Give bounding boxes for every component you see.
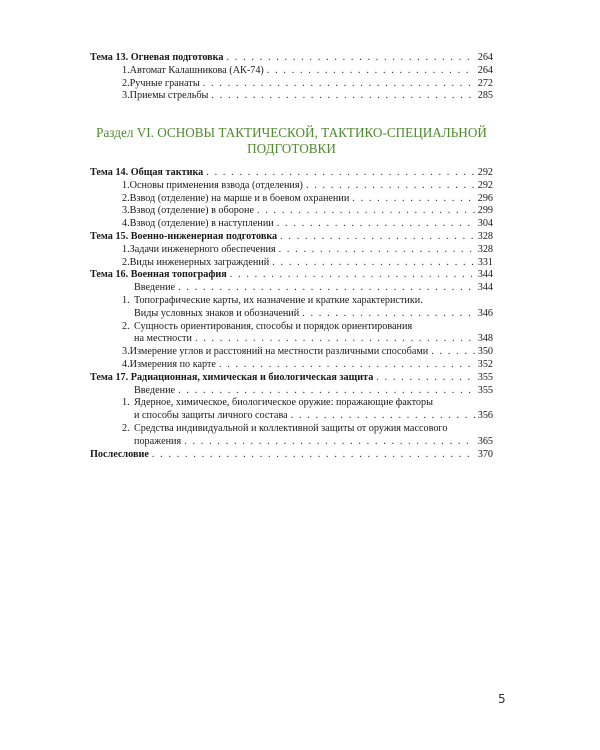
toc-entry-label: на местности [134, 333, 192, 345]
toc-leader-dots [230, 269, 475, 282]
toc-entry [90, 193, 493, 206]
toc-entry-label: Тема 15. Военно-инженерная подготовка [90, 230, 278, 242]
toc-entry-number: 2. [122, 320, 130, 332]
toc-entry-number: 4. [122, 218, 130, 230]
toc-entry-text: Ядерное, химическое, биологическое оружие: поражающие факторы [134, 397, 433, 409]
toc-page-number: 344 [477, 269, 493, 281]
toc-entry [90, 282, 493, 295]
toc-entry [90, 333, 493, 346]
toc-entry-label: Автомат Калашникова (АК-74) [129, 64, 264, 76]
toc-block-1 [90, 52, 493, 103]
toc-entry-number: 1. [122, 243, 130, 255]
toc-leader-dots [272, 257, 474, 270]
toc-entry-text: Топографические карты, их назначение и краткие характеристики. [134, 294, 423, 306]
toc-entry-label: Тема 14. Общая тактика [90, 167, 204, 178]
section-heading-line-2: ПОДГОТОВКИ [247, 141, 336, 156]
toc-entry-label: Послесловие [90, 448, 149, 460]
toc-entry-line [90, 321, 493, 334]
toc-leader-dots [195, 333, 475, 346]
toc-entry [90, 90, 493, 103]
toc-entry-number: 1. [122, 397, 130, 409]
toc-theme-entry [90, 52, 493, 65]
toc-entry-number: 3. [122, 346, 130, 358]
toc-entry-number: 2. [122, 422, 130, 434]
toc-leader-dots [257, 205, 475, 218]
toc-page-number: 264 [477, 64, 493, 76]
toc-entry [90, 257, 493, 270]
toc-entry [90, 410, 493, 423]
toc-theme-entry [90, 269, 493, 282]
toc-entry-label: Введение [134, 282, 176, 294]
toc-entry-label: Приемы стрельбы [129, 90, 209, 102]
toc-leader-dots [211, 90, 474, 103]
toc-leader-dots [227, 52, 475, 65]
toc-page-number: 285 [477, 90, 493, 102]
toc-entry-label: Ручные гранаты [129, 77, 200, 89]
toc-page-number: 348 [477, 333, 493, 345]
toc-entry-text: Средства индивидуальной и коллективной защиты от оружия массового [134, 422, 448, 434]
page-number: 5 [498, 692, 506, 706]
toc-entry-label: Тема 16. Военная топография [90, 269, 227, 281]
toc-page-number: 370 [477, 448, 493, 460]
toc-page-number: 352 [477, 358, 493, 370]
toc-page-number: 355 [477, 371, 493, 383]
toc-entry [90, 308, 493, 321]
toc-leader-dots [280, 231, 475, 244]
toc-page-number: 350 [477, 346, 493, 358]
toc-page-number: 344 [477, 282, 493, 294]
toc-entry-number: 3. [122, 90, 130, 102]
toc-entry-line [90, 423, 493, 436]
toc-entry [90, 244, 493, 257]
toc-entry-label: Основы применения взвода (отделения) [129, 179, 303, 191]
toc-page-number: 355 [477, 384, 493, 396]
toc-entry-text: Сущность ориентирования, способы и порядок ориентирования [134, 320, 413, 332]
toc-entry-label: и способы защиты личного состава [134, 410, 288, 422]
toc-theme-entry [90, 449, 493, 462]
toc-leader-dots [306, 180, 475, 193]
toc-entry-number: 2. [122, 256, 130, 268]
toc-entry [90, 78, 493, 91]
toc-entry [90, 205, 493, 218]
toc-leader-dots [302, 308, 475, 321]
toc-entry [90, 218, 493, 231]
toc-page-number: 292 [477, 167, 493, 178]
toc-entry-label: Виды инженерных заграждений [129, 256, 270, 268]
toc-leader-dots [267, 65, 475, 78]
toc-entry-label: Введение [134, 384, 176, 396]
toc-page-number: 299 [477, 205, 493, 217]
toc-leader-dots [184, 436, 475, 449]
toc-entry-label: Взвод (отделение) на марше и в боевом охранении [129, 192, 350, 204]
toc-leader-dots [178, 282, 475, 295]
toc-block-2 [90, 167, 493, 461]
toc-entry-label: поражения [134, 435, 182, 447]
toc-entry-number: 1. [122, 294, 130, 306]
toc-entry-label: Измерение углов и расстояний на местности различными способами [129, 346, 429, 358]
toc-page-number: 264 [477, 52, 493, 63]
toc-leader-dots [219, 359, 475, 372]
toc-page-number: 346 [477, 307, 493, 319]
toc-entry-number: 4. [122, 358, 130, 370]
toc-entry-number: 3. [122, 205, 130, 217]
toc-entry-label: Взвод (отделение) в обороне [129, 205, 254, 217]
toc-page-number: 328 [477, 243, 493, 255]
section-heading-line-1: Раздел VI. ОСНОВЫ ТАКТИЧЕСКОЙ, ТАКТИКО-СПЕЦИАЛЬНОЙ [96, 125, 487, 140]
toc-entry [90, 359, 493, 372]
toc-leader-dots [431, 346, 474, 359]
toc-entry-label: Взвод (отделение) в наступлении [129, 218, 274, 230]
section-heading [90, 125, 493, 157]
toc-entry-line [90, 397, 493, 410]
toc-leader-dots [206, 167, 474, 180]
toc-entry-line [90, 295, 493, 308]
toc-entry-number: 1. [122, 64, 130, 76]
toc-page-number: 365 [477, 435, 493, 447]
toc-leader-dots [279, 244, 475, 257]
toc-entry [90, 180, 493, 193]
toc-entry-number: 2. [122, 192, 130, 204]
toc-entry-number: 1. [122, 179, 130, 191]
toc-entry-label: Виды условных знаков и обозначений [134, 307, 300, 319]
toc-leader-dots [277, 218, 475, 231]
toc-theme-entry [90, 167, 493, 180]
toc-leader-dots [291, 410, 475, 423]
toc-page-number: 272 [477, 77, 493, 89]
toc-page-number: 331 [477, 256, 493, 268]
toc-page-number: 292 [477, 179, 493, 191]
toc-theme-entry [90, 372, 493, 385]
toc-leader-dots [203, 78, 475, 91]
toc-page-number: 328 [477, 230, 493, 242]
toc-entry-label: Задачи инженерного обеспечения [129, 243, 276, 255]
toc-leader-dots [376, 372, 474, 385]
toc-leader-dots [178, 385, 475, 398]
toc-entry-label: Тема 13. Огневая подготовка [90, 52, 224, 63]
toc-leader-dots [152, 449, 475, 462]
toc-entry [90, 436, 493, 449]
toc-entry-label: Измерения по карте [129, 358, 216, 370]
toc-entry-number: 2. [122, 77, 130, 89]
toc-page-number: 356 [477, 410, 493, 422]
toc-page-number: 296 [477, 192, 493, 204]
toc-entry [90, 385, 493, 398]
toc-entry [90, 65, 493, 78]
toc-page-number: 304 [477, 218, 493, 230]
toc-leader-dots [352, 193, 474, 206]
toc-entry-label: Тема 17. Радиационная, химическая и биологическая защита [90, 371, 374, 383]
toc-entry [90, 346, 493, 359]
toc-theme-entry [90, 231, 493, 244]
